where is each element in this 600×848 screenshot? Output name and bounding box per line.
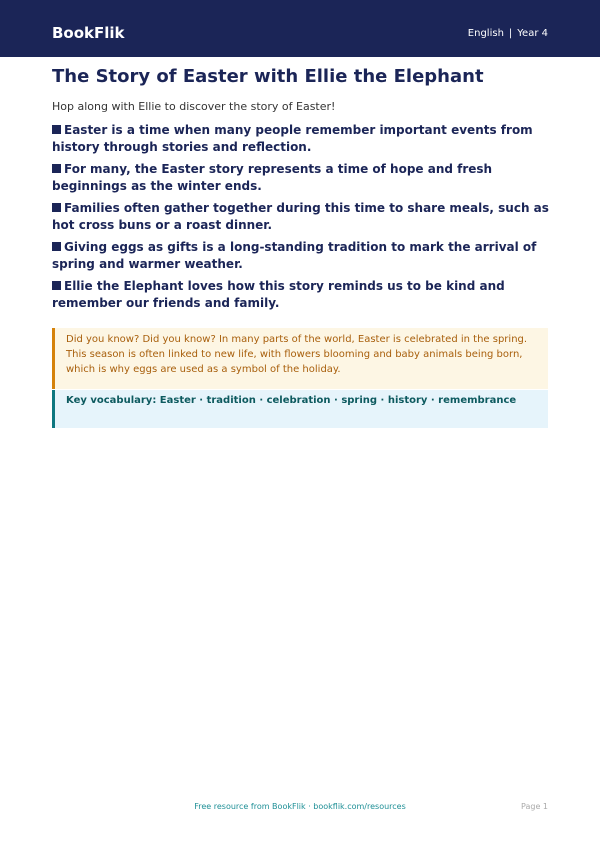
list-item: [52, 239, 552, 273]
intro-text: Hop along with Ellie to discover the story of Easter!: [52, 100, 336, 113]
year-label: Year 4: [517, 28, 548, 39]
list-item: [52, 161, 552, 195]
square-bullet-icon: [52, 242, 61, 251]
square-bullet-icon: [52, 125, 61, 134]
vocabulary-text: Key vocabulary: Easter · tradition · celebration · spring · history · remembrance: [66, 395, 517, 406]
brand-logo[interactable]: BookFlik: [52, 24, 125, 42]
header-meta: [468, 28, 548, 39]
list-item: [52, 278, 552, 312]
did-you-know-callout: [52, 328, 548, 389]
bullet-text: Giving eggs as gifts is a long-standing tradition to mark the arrival of spring and warmer weather.: [52, 240, 537, 271]
bullet-text: Families often gather together during this time to share meals, such as hot cross buns or a roast dinner.: [52, 201, 549, 232]
list-item: [52, 122, 552, 156]
bullet-text: Ellie the Elephant loves how this story reminds us to be kind and remember our friends and family.: [52, 279, 505, 310]
page-title: The Story of Easter with Ellie the Elephant: [52, 66, 484, 87]
square-bullet-icon: [52, 203, 61, 212]
footer-source-link[interactable]: Free resource from BookFlik · bookflik.com/resources: [194, 802, 406, 811]
bullet-text: For many, the Easter story represents a time of hope and fresh beginnings as the winter ends.: [52, 162, 493, 193]
square-bullet-icon: [52, 281, 61, 290]
header-bar: [0, 0, 600, 57]
list-item: [52, 200, 552, 234]
page-number: Page 1: [521, 802, 548, 811]
did-you-know-text: Did you know? Did you know? In many parts of the world, Easter is celebrated in the spring. This season is often linked to new life, with flowers blooming and baby animals being born, which is why eggs are used as a symbol of the holiday.: [66, 334, 528, 375]
square-bullet-icon: [52, 164, 61, 173]
subject-label: English: [467, 28, 504, 39]
bullet-text: Easter is a time when many people remember important events from history through stories and reflection.: [52, 123, 533, 154]
bullet-list: [52, 122, 552, 317]
meta-separator: |: [508, 28, 513, 39]
vocabulary-box: [52, 390, 548, 428]
